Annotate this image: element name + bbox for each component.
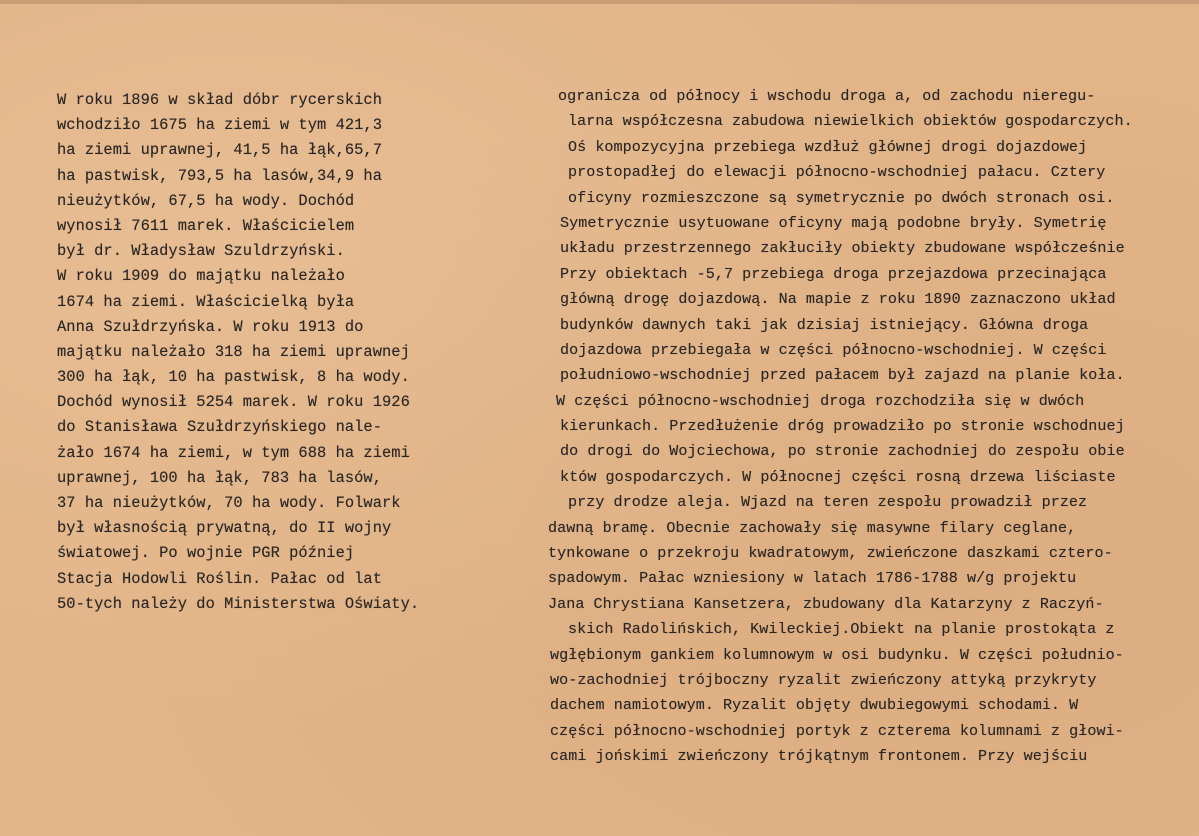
right-column-line: któw gospodarczych. W północnej części rosną drzewa liściaste (560, 467, 1116, 486)
left-column-line: W roku 1896 w skład dóbr rycerskich (57, 91, 383, 109)
left-column-line: majątku należało 318 ha ziemi uprawnej (57, 342, 410, 361)
left-column-line: do Stanisława Szułdrzyńskiego nale- (57, 418, 383, 437)
left-column-line: był dr. Władysław Szuldrzyński. (57, 242, 345, 261)
page-top-edge (0, 0, 1199, 4)
right-column-line: Jana Chrystiana Kansetzera, zbudowany dla Katarzyny z Raczyń- (548, 594, 1104, 613)
left-column-line: wchodziło 1675 ha ziemi w tym 421,3 (57, 116, 383, 135)
right-column-line: do drogi do Wojciechowa, po stronie zachodniej do zespołu obie (560, 442, 1125, 461)
left-column-line: 50-tych należy do Ministerstwa Oświaty. (57, 594, 420, 613)
left-column-line: uprawnej, 100 ha łąk, 783 ha lasów, (57, 468, 383, 487)
left-column-line: żało 1674 ha ziemi, w tym 688 ha ziemi (57, 443, 410, 462)
left-column-line: 37 ha nieużytków, 70 ha wody. Folwark (57, 494, 401, 512)
right-text-column (548, 84, 1196, 770)
right-column-line: przy drodze aleja. Wjazd na teren zespołu prowadził przez (568, 493, 1088, 512)
right-column-line: południowo-wschodniej przed pałacem był zajazd na planie koła. (560, 366, 1125, 385)
right-column-line: spadowym. Pałac wzniesiony w latach 1786-1788 w/g projektu (548, 569, 1077, 588)
left-column-line: nieużytków, 67,5 ha wody. Dochód (57, 191, 355, 210)
right-column-line: Oś kompozycyjna przebiega wzdłuż głównej drogi dojazdowej (568, 137, 1088, 156)
right-column-line: wo-zachodniej trójboczny ryzalit zwieńczony attyką przykryty (550, 670, 1097, 689)
left-column-line: 300 ha łąk, 10 ha pastwisk, 8 ha wody. (57, 368, 410, 387)
right-column-line: dawną bramę. Obecnie zachowały się masywne filary ceglane, (548, 518, 1077, 537)
right-column-line: kierunkach. Przedłużenie dróg prowadziło po stronie wschodnuej (560, 417, 1125, 436)
right-column-line: wgłębionym gankiem kolumnowym w osi budynku. W części południo- (550, 645, 1124, 664)
left-column-line: ha pastwisk, 793,5 ha lasów,34,9 ha (57, 166, 383, 185)
right-column-line: ogranicza od północy i wschodu droga a, od zachodu nieregu- (558, 87, 1096, 105)
right-column-line: dachem namiotowym. Ryzalit objęty dwubiegowymi schodami. W (550, 696, 1079, 715)
right-column-line: układu przestrzennego zakłuciły obiekty zbudowane współcześnie (560, 239, 1125, 258)
left-column-line: ha ziemi uprawnej, 41,5 ha łąk,65,7 (57, 141, 383, 160)
left-column-line: Stacja Hodowli Roślin. Pałac od lat (57, 569, 383, 588)
left-column-line: Dochód wynosił 5254 marek. W roku 1926 (57, 393, 410, 412)
right-column-line: skich Radolińskich, Kwileckiej.Obiekt na planie prostokąta z (568, 620, 1115, 639)
right-column-line: cami jońskimi zwieńczony trójkątnym frontonem. Przy wejściu (550, 747, 1088, 766)
right-column-line: Przy obiektach -5,7 przebiega droga przejazdowa przecinająca (560, 264, 1107, 283)
left-column-line: światowej. Po wojnie PGR później (57, 544, 355, 563)
right-column-line: tynkowane o przekroju kwadratowym, zwieńczone daszkami cztero- (548, 544, 1113, 563)
right-column-line: budynków dawnych taki jak dzisiaj istniejący. Główna droga (560, 315, 1089, 334)
right-column-line: prostopadłej do elewacji północno-wschodniej pałacu. Cztery (568, 163, 1106, 182)
left-column-line: był własnością prywatną, do II wojny (57, 519, 392, 538)
right-column-line: główną drogę dojazdową. Na mapie z roku 1890 zaznaczono układ (560, 290, 1116, 309)
left-column-line: 1674 ha ziemi. Właścicielką była (57, 292, 355, 311)
right-column-line: dojazdowa przebiegała w części północno-wschodniej. W części (560, 340, 1107, 359)
right-column-line: W części północno-wschodniej droga rozchodziła się w dwóch (556, 391, 1085, 410)
right-column-line: części północno-wschodniej portyk z czterema kolumnami z głowi- (550, 721, 1124, 740)
right-column-line: oficyny rozmieszczone są symetrycznie po dwóch stronach osi. (568, 188, 1115, 207)
left-text-column (57, 88, 477, 617)
right-column-line: Symetrycznie usytuowane oficyny mają podobne bryły. Symetrię (560, 213, 1107, 232)
left-column-line: wynosił 7611 marek. Właścicielem (57, 216, 355, 235)
left-column-line: W roku 1909 do majątku należało (57, 267, 345, 286)
right-column-line: larna współczesna zabudowa niewielkich obiektów gospodarczych. (568, 112, 1133, 131)
left-column-line: Anna Szułdrzyńska. W roku 1913 do (57, 317, 364, 336)
